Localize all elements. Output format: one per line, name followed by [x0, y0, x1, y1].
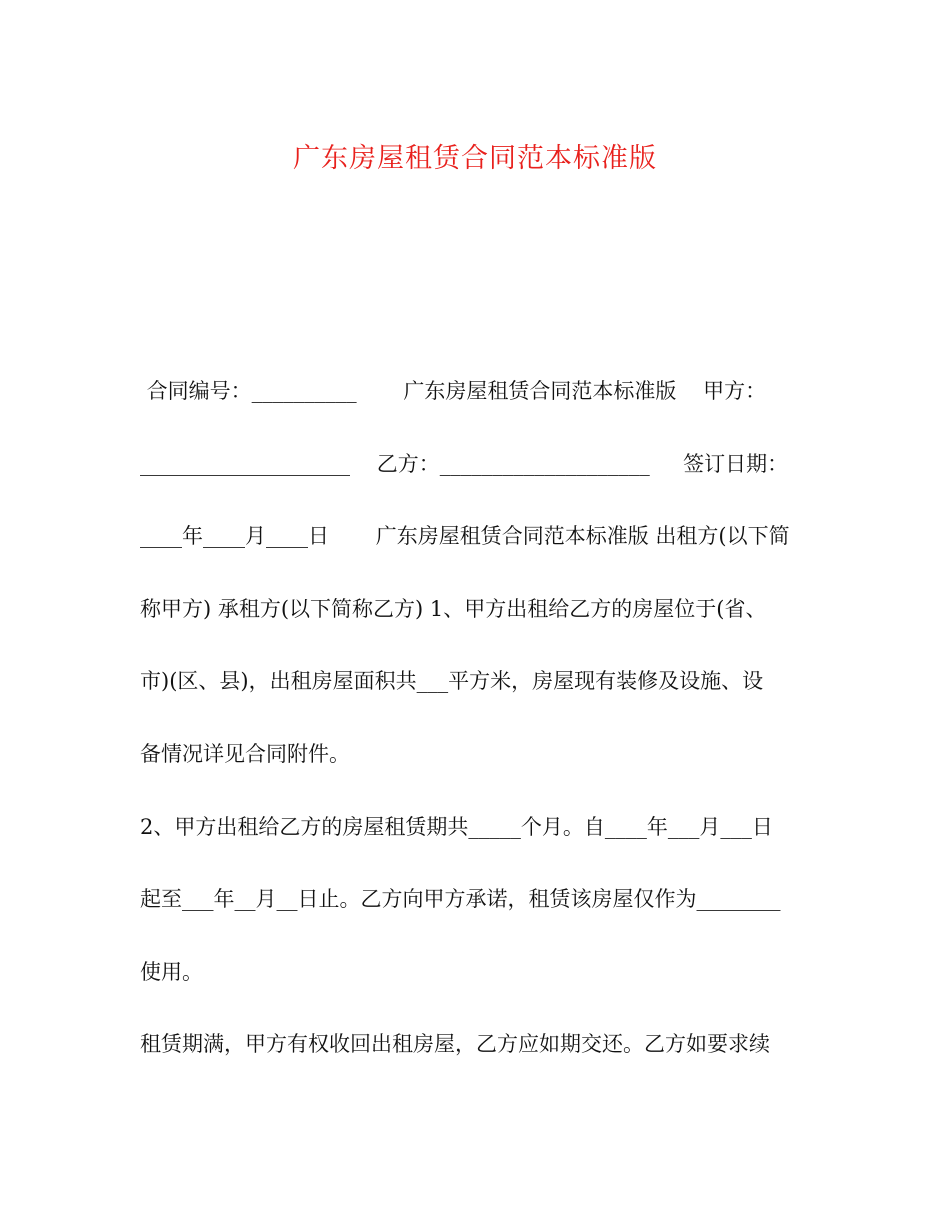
body-line-5: 市)(区、县)，出租房屋面积共___平方米，房屋现有装修及设施、设: [140, 669, 764, 693]
body-line-10: 租赁期满，甲方有权收回出租房屋，乙方应如期交还。乙方如要求续: [140, 1032, 770, 1056]
document-title: 广东房屋租赁合同范本标准版: [293, 143, 657, 174]
body-line-4: 称甲方) 承租方(以下简称乙方) 1、甲方出租给乙方的房屋位于(省、: [140, 597, 767, 621]
body-line-6: 备情况详见合同附件。: [140, 742, 350, 766]
body-line-8: 起至___年__月__日止。乙方向甲方承诺，租赁该房屋仅作为________: [140, 887, 781, 911]
body-line-3: ____年____月____日 广东房屋租赁合同范本标准版 出租方(以下简: [140, 524, 790, 548]
body-line-9: 使用。: [140, 960, 203, 984]
body-line-2: ____________________ 乙方：____________________ 签订日期：: [140, 452, 789, 476]
body-line-1: 合同编号：__________ 广东房屋租赁合同范本标准版 甲方：: [140, 379, 767, 403]
body-line-7: 2、甲方出租给乙方的房屋租赁期共_____个月。自____年___月___日: [140, 815, 773, 839]
